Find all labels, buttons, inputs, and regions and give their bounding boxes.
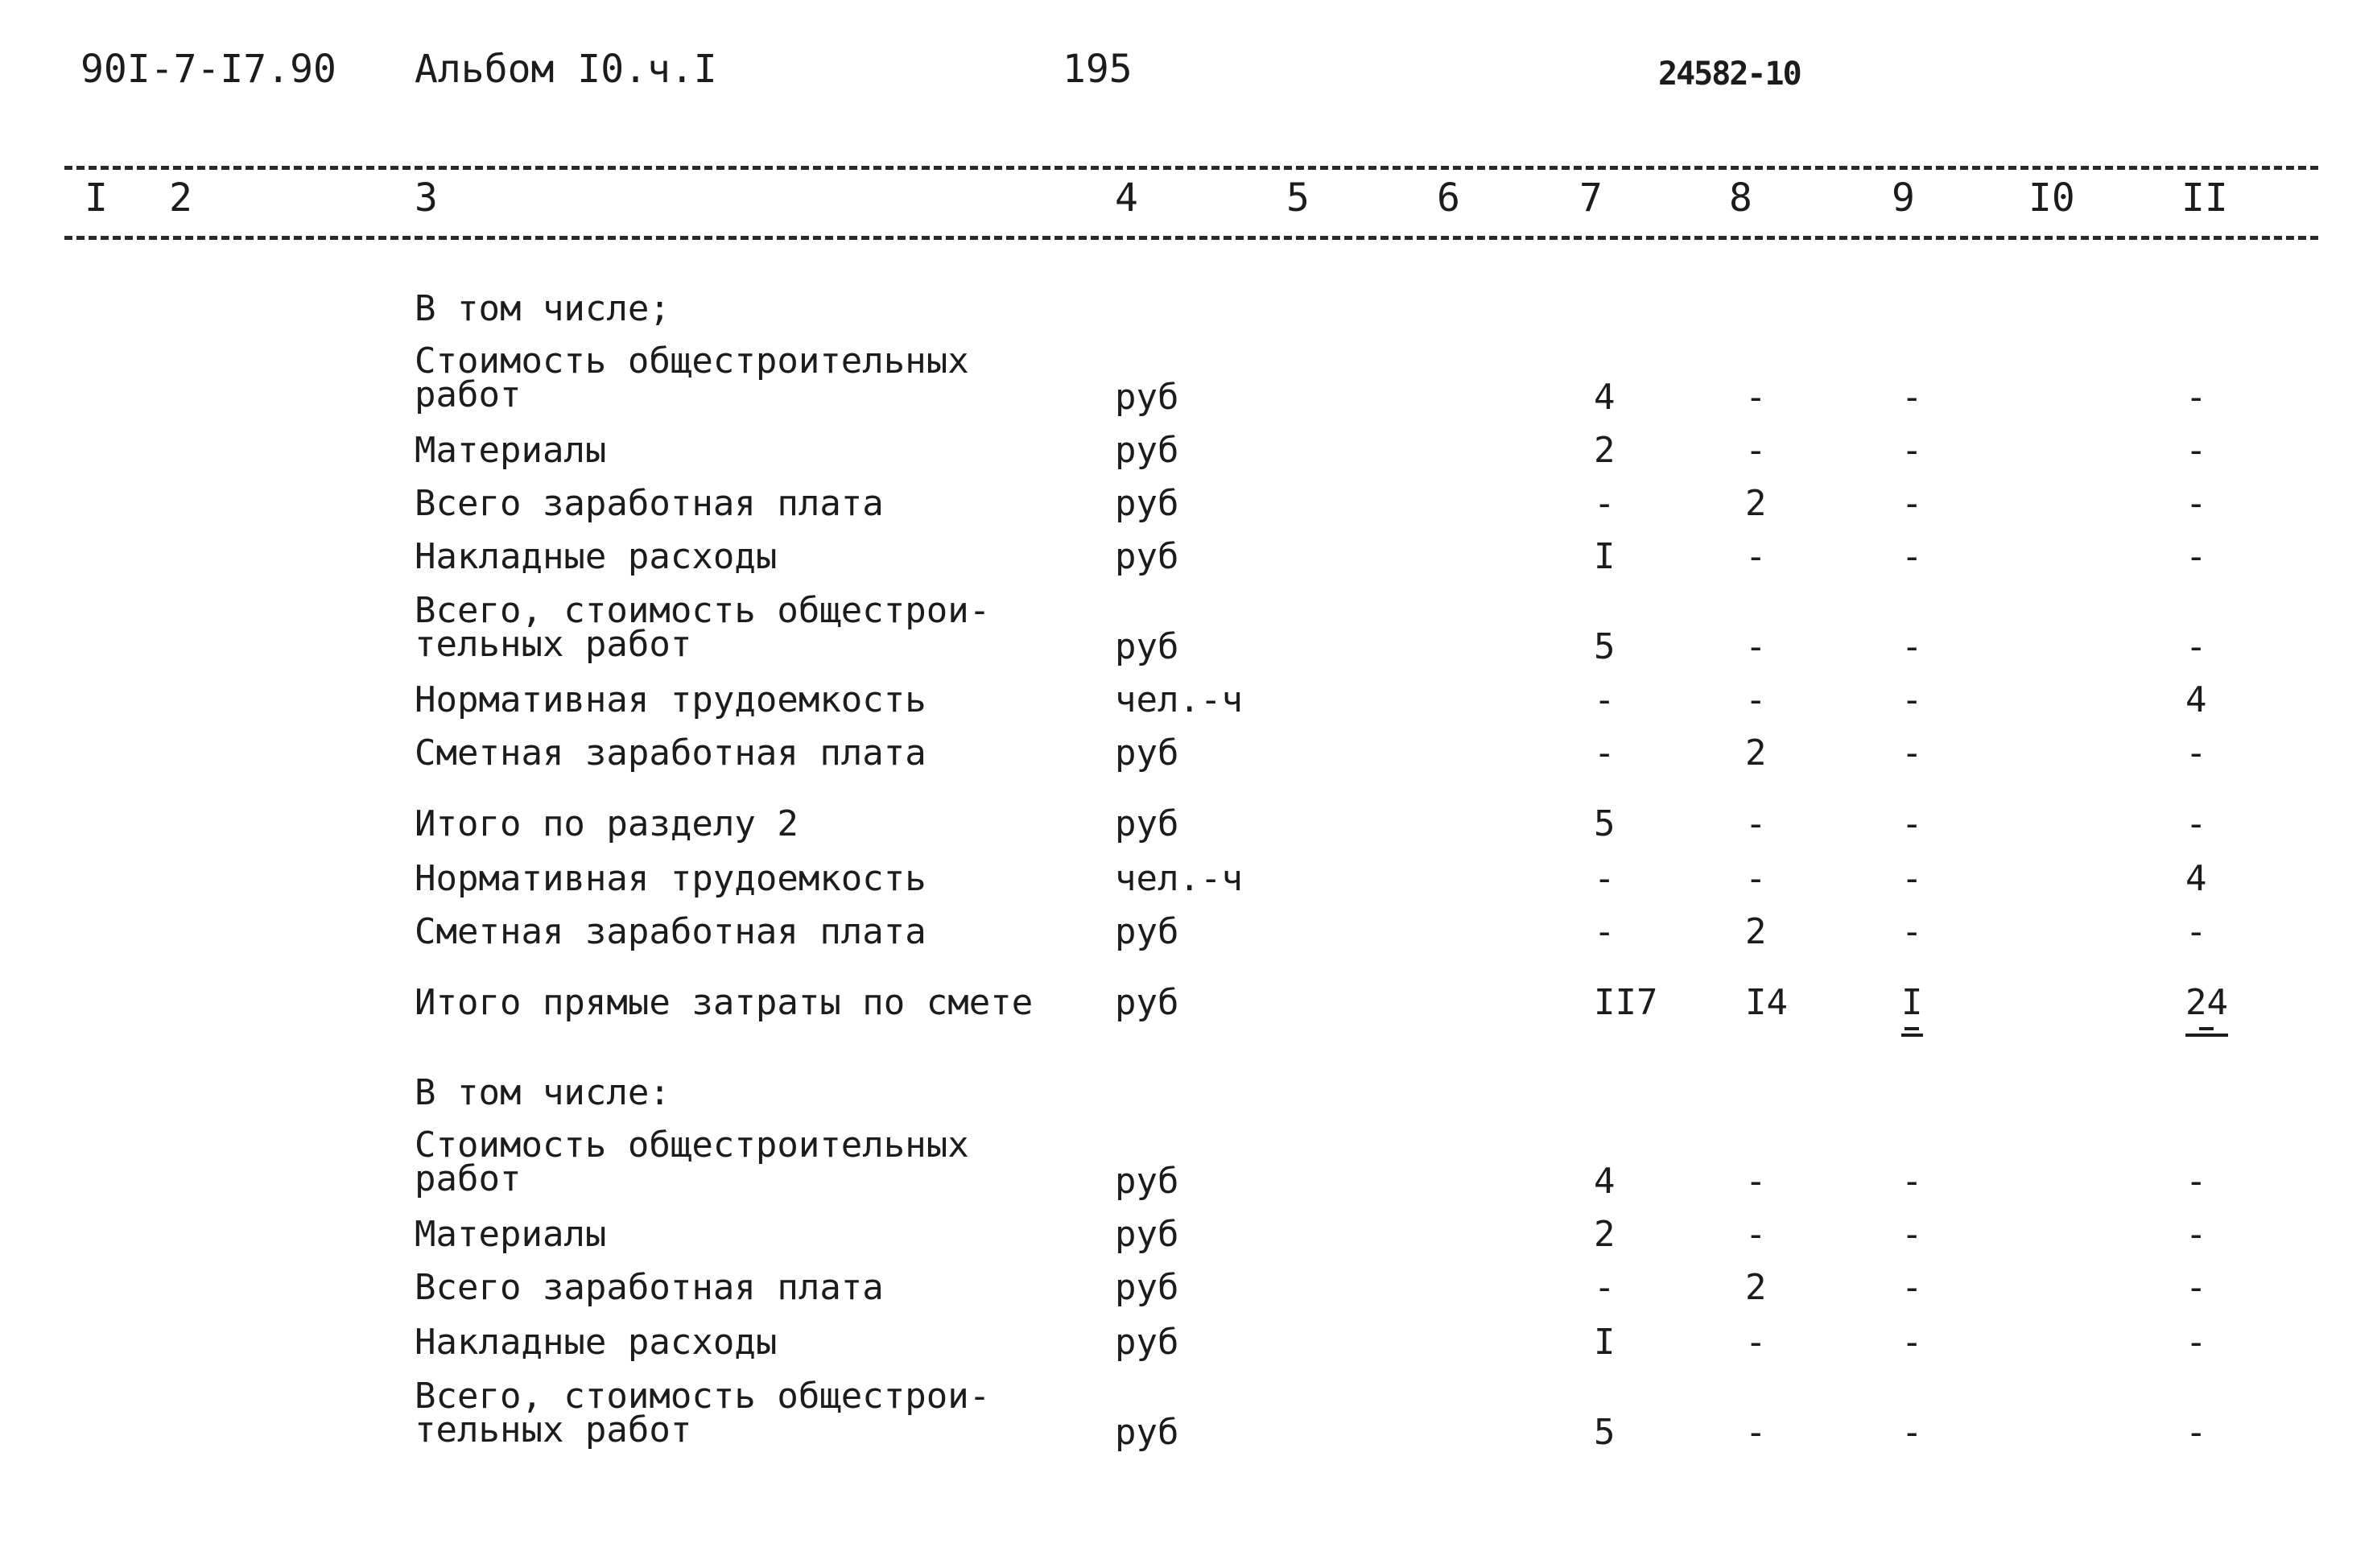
unit-cell: чел.-ч <box>1115 858 1243 899</box>
col-11-cell: - <box>2185 377 2207 418</box>
col-11-cell: - <box>2185 483 2207 524</box>
col-7-cell: II7 <box>1594 982 1658 1023</box>
column-number: 3 <box>415 175 438 221</box>
col-11-cell: - <box>2185 536 2207 577</box>
row-label: Итого прямые затраты по смете <box>415 982 1034 1023</box>
col-7-cell: - <box>1594 858 1616 899</box>
column-number: 9 <box>1892 175 1915 221</box>
row-label: Всего, стоимость общестрои- тельных работ <box>415 590 991 665</box>
col-8-cell: - <box>1745 430 1767 471</box>
col-7-cell: I <box>1594 1322 1616 1363</box>
col-8-cell: - <box>1745 858 1767 899</box>
unit-cell: руб <box>1115 1267 1179 1308</box>
col-9-cell: - <box>1901 679 1923 720</box>
col-8-cell: - <box>1745 1322 1767 1363</box>
unit-cell: руб <box>1115 732 1179 774</box>
col-7-cell: 5 <box>1594 803 1616 844</box>
column-number: 7 <box>1579 175 1603 221</box>
col-7-cell: 5 <box>1594 626 1616 667</box>
document-code: 90I-7-I7.90 <box>80 47 336 92</box>
col-8-cell: 2 <box>1745 732 1767 774</box>
col-11-cell: - <box>2185 732 2207 774</box>
row-label: Сметная заработная плата <box>415 911 926 952</box>
row-label: Итого по разделу 2 <box>415 803 799 844</box>
column-number: 5 <box>1286 175 1310 221</box>
unit-cell: руб <box>1115 377 1179 418</box>
col-11-cell: 4 <box>2185 679 2207 720</box>
column-number: 2 <box>169 175 192 221</box>
col-7-cell: 2 <box>1594 430 1616 471</box>
row-label: Материалы <box>415 1214 607 1255</box>
col-11-cell: - <box>2185 1267 2207 1308</box>
unit-cell: руб <box>1115 430 1179 471</box>
row-label: Накладные расходы <box>415 536 778 577</box>
unit-cell: чел.-ч <box>1115 679 1243 720</box>
row-label: Всего заработная плата <box>415 1267 884 1308</box>
col-9-cell: - <box>1901 803 1923 844</box>
col-8-cell: - <box>1745 1161 1767 1202</box>
col-9-cell: - <box>1901 1214 1923 1255</box>
column-header-bottom-rule <box>64 236 2318 240</box>
unit-cell: руб <box>1115 536 1179 577</box>
col-9-cell: - <box>1901 430 1923 471</box>
col-11-cell: - <box>2185 430 2207 471</box>
col-8-cell: I4 <box>1745 982 1788 1023</box>
col-8-cell: - <box>1745 536 1767 577</box>
col-11-cell: - <box>2185 1161 2207 1202</box>
col-9-cell: - <box>1901 1161 1923 1202</box>
col-11-cell: - <box>2185 626 2207 667</box>
unit-cell: руб <box>1115 1412 1179 1453</box>
col-11-cell: - <box>2185 1214 2207 1255</box>
unit-cell: руб <box>1115 483 1179 524</box>
col-11-cell: - <box>2185 911 2207 952</box>
column-number: I0 <box>2028 175 2075 221</box>
col-9-cell: I <box>1901 985 1923 1037</box>
col-8-cell: 2 <box>1745 483 1767 524</box>
col-11-cell: 4 <box>2185 858 2207 899</box>
column-number: I <box>85 175 108 221</box>
row-label: Нормативная трудоемкость <box>415 858 926 899</box>
row-label: Всего, стоимость общестрои- тельных работ <box>415 1376 991 1450</box>
row-label: Сметная заработная плата <box>415 732 926 774</box>
col-7-cell: - <box>1594 911 1616 952</box>
col-9-cell: - <box>1901 911 1923 952</box>
unit-cell: руб <box>1115 1322 1179 1363</box>
col-11-cell: - <box>2185 1322 2207 1363</box>
col-9-cell: - <box>1901 377 1923 418</box>
col-8-cell: 2 <box>1745 911 1767 952</box>
column-header-top-rule <box>64 166 2318 170</box>
row-label: Накладные расходы <box>415 1322 778 1363</box>
row-label: Нормативная трудоемкость <box>415 679 926 720</box>
col-7-cell: - <box>1594 732 1616 774</box>
album-label: Альбом I0.ч.I <box>415 47 717 92</box>
unit-cell: руб <box>1115 982 1179 1023</box>
col-7-cell: 5 <box>1594 1412 1616 1453</box>
col-7-cell: I <box>1594 536 1616 577</box>
inventory-number: 24582-10 <box>1658 56 1801 93</box>
col-11-cell: - <box>2185 803 2207 844</box>
unit-cell: руб <box>1115 1161 1179 1202</box>
unit-cell: руб <box>1115 911 1179 952</box>
col-9-cell: - <box>1901 626 1923 667</box>
row-label: Материалы <box>415 430 607 471</box>
col-9-cell: - <box>1901 1412 1923 1453</box>
page-number: 195 <box>1063 47 1133 92</box>
col-9-cell: - <box>1901 732 1923 774</box>
column-number: 6 <box>1437 175 1460 221</box>
col-7-cell: - <box>1594 483 1616 524</box>
col-11-cell: - <box>2185 1412 2207 1453</box>
unit-cell: руб <box>1115 1214 1179 1255</box>
col-7-cell: 4 <box>1594 1161 1616 1202</box>
row-label: Стоимость общестроительных работ <box>415 1124 969 1199</box>
col-8-cell: - <box>1745 1214 1767 1255</box>
col-7-cell: 4 <box>1594 377 1616 418</box>
col-9-cell: - <box>1901 483 1923 524</box>
col-8-cell: - <box>1745 679 1767 720</box>
col-9-cell: - <box>1901 858 1923 899</box>
col-8-cell: - <box>1745 377 1767 418</box>
col-8-cell: - <box>1745 803 1767 844</box>
col-8-cell: - <box>1745 626 1767 667</box>
col-8-cell: 2 <box>1745 1267 1767 1308</box>
col-7-cell: - <box>1594 1267 1616 1308</box>
column-number: 8 <box>1729 175 1752 221</box>
column-number: II <box>2181 175 2228 221</box>
row-label: Стоимость общестроительных работ <box>415 340 969 415</box>
row-label: В том числе: <box>415 1072 671 1113</box>
unit-cell: руб <box>1115 803 1179 844</box>
col-7-cell: 2 <box>1594 1214 1616 1255</box>
col-9-cell: - <box>1901 536 1923 577</box>
column-number: 4 <box>1115 175 1138 221</box>
row-label: Всего заработная плата <box>415 483 884 524</box>
col-11-cell: 24 <box>2185 985 2228 1037</box>
col-9-cell: - <box>1901 1322 1923 1363</box>
col-7-cell: - <box>1594 679 1616 720</box>
row-label: В том числе; <box>415 288 671 329</box>
col-9-cell: - <box>1901 1267 1923 1308</box>
unit-cell: руб <box>1115 626 1179 667</box>
col-8-cell: - <box>1745 1412 1767 1453</box>
